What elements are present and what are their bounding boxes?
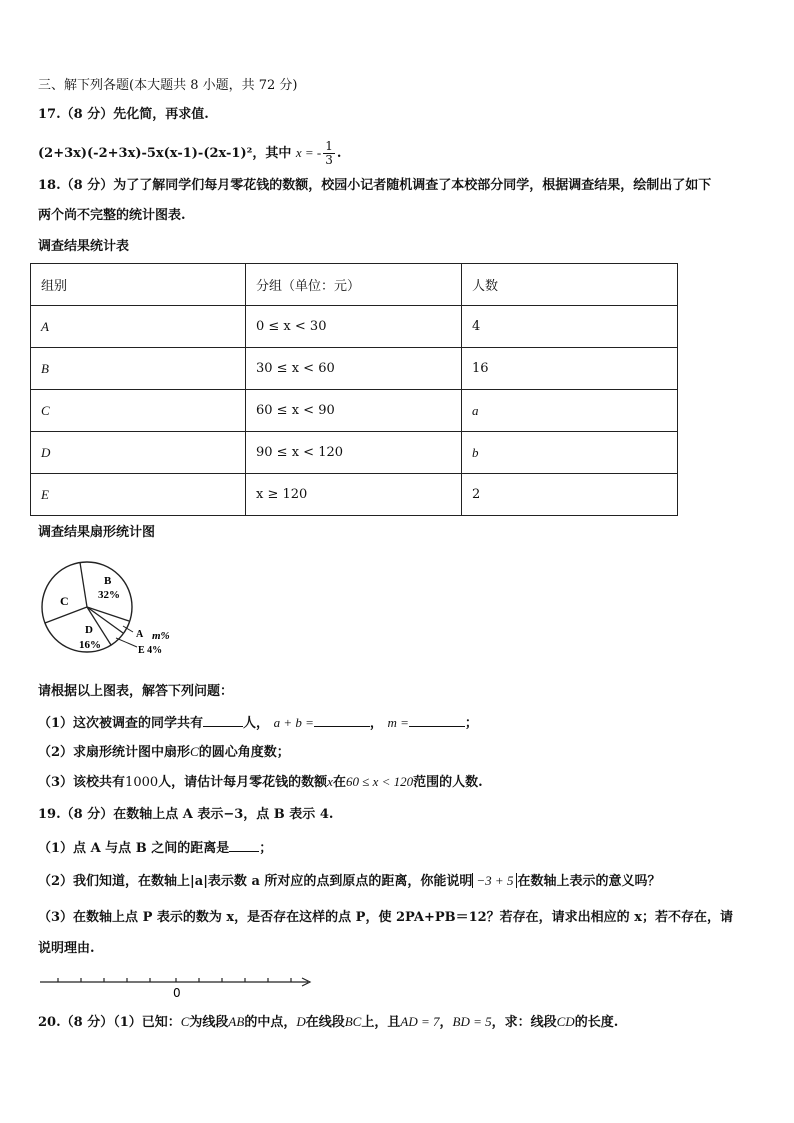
table-header: 人数: [462, 264, 678, 306]
survey-table: [30, 263, 678, 516]
table-cell: 16: [462, 348, 678, 390]
q20-f: D: [296, 1014, 306, 1029]
table-cell: 0 ≤ x < 30: [246, 306, 462, 348]
table-cell: x ≥ 120: [246, 474, 462, 516]
q17-expr: (2+3x)(-2+3x)-5x(x-1)-(2x-1)²，其中: [38, 146, 292, 161]
q17-title: 17.（8 分）先化简，再求值.: [38, 107, 209, 122]
pie-divider-center-b-a: [87, 607, 129, 621]
q20-k: ，: [439, 1015, 453, 1030]
table-cell: B: [31, 348, 246, 390]
pie-label-c: C: [60, 594, 69, 608]
q20-a: 20.（8 分）（1）已知：: [38, 1015, 181, 1030]
q20-d: AB: [228, 1014, 245, 1029]
q19-sub2-abs: −3 + 5: [472, 873, 517, 888]
q20-l: BD = 5: [452, 1014, 492, 1029]
table-cell: D: [31, 432, 246, 474]
q18-sub1: [38, 713, 478, 733]
q19-sub2: [38, 872, 660, 891]
q20-g: 在线段: [305, 1015, 345, 1030]
q18-sub3-e: 在: [332, 775, 346, 790]
q18-table-caption: 调查结果统计表: [38, 239, 130, 254]
q18-sub2-c: 的圆心角度数；: [198, 745, 290, 760]
q19-sub1: [38, 838, 272, 858]
q20-b: C: [180, 1014, 190, 1029]
table-cell: 60 ≤ x < 90: [246, 390, 462, 432]
q20-n: CD: [556, 1014, 575, 1029]
q18-sub1-a: （1）这次被调查的同学共有: [38, 716, 204, 731]
q20-e: 的中点，: [244, 1015, 297, 1030]
number-line: [38, 972, 318, 1002]
q18-sub1-d: ，: [369, 716, 383, 731]
q18-sub3-d: x: [327, 774, 333, 789]
q20-m: ，求：线段: [491, 1015, 557, 1030]
table-cell: A: [31, 306, 246, 348]
pie-label-e: E 4%: [138, 645, 163, 656]
q17-expression: [38, 140, 341, 167]
q17-var: x = -: [295, 145, 322, 160]
q17-num: 1: [325, 139, 333, 153]
q20-j: AD = 7: [400, 1014, 440, 1029]
q19-sub2-a: （2）我们知道，在数轴上|a|表示数 a 所对应的点到原点的距离，你能说明: [38, 874, 473, 889]
table-row: [31, 306, 678, 348]
pie-label-a: A: [136, 629, 144, 640]
q18-prompt: 请根据以上图表，解答下列问题：: [38, 684, 234, 699]
table-cell: 30 ≤ x < 60: [246, 348, 462, 390]
q18-sub1-f: ；: [464, 716, 478, 731]
q18-line1: 18.（8 分）为了了解同学们每月零花钱的数额，校园小记者随机调查了本校部分同学，根据调查结果，绘制出了如下: [38, 178, 712, 193]
table-cell: 90 ≤ x < 120: [246, 432, 462, 474]
table-header: 组别: [31, 264, 246, 306]
pie-divider-center-left: [45, 607, 87, 623]
pie-label-d-pct: 16%: [79, 639, 101, 651]
pie-label-a-pct: m%: [152, 630, 170, 642]
q18-sub3: [38, 773, 483, 792]
q18-sub3-b: 1000: [125, 775, 159, 790]
section-title: 三、解下列各题(本大题共 8 小题，共 72 分): [38, 78, 298, 93]
q19-sub3-line1: （3）在数轴上点 P 表示的数为 x，是否存在这样的点 P，使 2PA+PB＝12？若存在，请求出相应的 x；若不存在，请: [38, 910, 733, 925]
table-row: [31, 432, 678, 474]
table-cell: C: [31, 390, 246, 432]
q19-sub1-a: （1）点 A 与点 B 之间的距离是: [38, 841, 230, 856]
answer-blank[interactable]: [314, 713, 370, 727]
q17-den: 3: [325, 153, 333, 167]
table-row: [31, 390, 678, 432]
q18-sub3-g: 范围的人数.: [413, 775, 483, 790]
answer-blank[interactable]: [203, 713, 243, 727]
q17-end: .: [336, 146, 342, 161]
q18-sub2: [38, 743, 290, 762]
q18-sub1-e: m =: [387, 715, 409, 730]
q20-line: [38, 1013, 618, 1032]
q18-pie-caption: 调查结果扇形统计图: [38, 525, 156, 540]
q18-sub2-a: （2）求扇形统计图中扇形: [38, 745, 191, 760]
pie-label-b-pct: 32%: [98, 589, 120, 601]
table-row: [31, 348, 678, 390]
q18-sub1-c: a + b =: [273, 715, 314, 730]
q19-sub1-b: ；: [259, 841, 273, 856]
q19-title: 19.（8 分）在数轴上点 A 表示−3，点 B 表示 4.: [38, 807, 334, 822]
table-header: 分组（单位：元）: [246, 264, 462, 306]
table-cell: E: [31, 474, 246, 516]
q18-sub3-f: 60 ≤ x < 120: [345, 774, 414, 789]
table-cell: b: [462, 432, 678, 474]
table-cell: a: [462, 390, 678, 432]
q20-h: BC: [344, 1014, 362, 1029]
q20-o: 的长度.: [574, 1015, 619, 1030]
table-header-row: [31, 264, 678, 306]
table-cell: 2: [462, 474, 678, 516]
q18-sub2-b: C: [190, 744, 199, 759]
pie-pointer-e: [116, 638, 137, 647]
answer-blank[interactable]: [229, 838, 259, 852]
q17-fraction: [323, 140, 335, 167]
answer-blank[interactable]: [409, 713, 465, 727]
q20-i: 上，且: [361, 1015, 401, 1030]
q18-sub1-b: 人，: [243, 716, 270, 731]
q18-line2: 两个尚不完整的统计图表.: [38, 208, 186, 223]
q18-sub3-c: 人，请估计每月零花钱的数额: [158, 775, 328, 790]
pie-label-b: B: [104, 575, 112, 587]
pie-divider-center-top: [80, 563, 87, 608]
number-line-zero-label: 0: [173, 986, 181, 1000]
pie-label-d: D: [85, 624, 93, 636]
q19-sub3-line2: 说明理由.: [38, 941, 95, 956]
q18-sub3-a: （3）该校共有: [38, 775, 126, 790]
table-row: [31, 474, 678, 516]
table-cell: 4: [462, 306, 678, 348]
q19-sub2-b: 在数轴上表示的意义吗？: [517, 874, 661, 889]
pie-chart: [30, 555, 190, 665]
q20-c: 为线段: [189, 1015, 229, 1030]
